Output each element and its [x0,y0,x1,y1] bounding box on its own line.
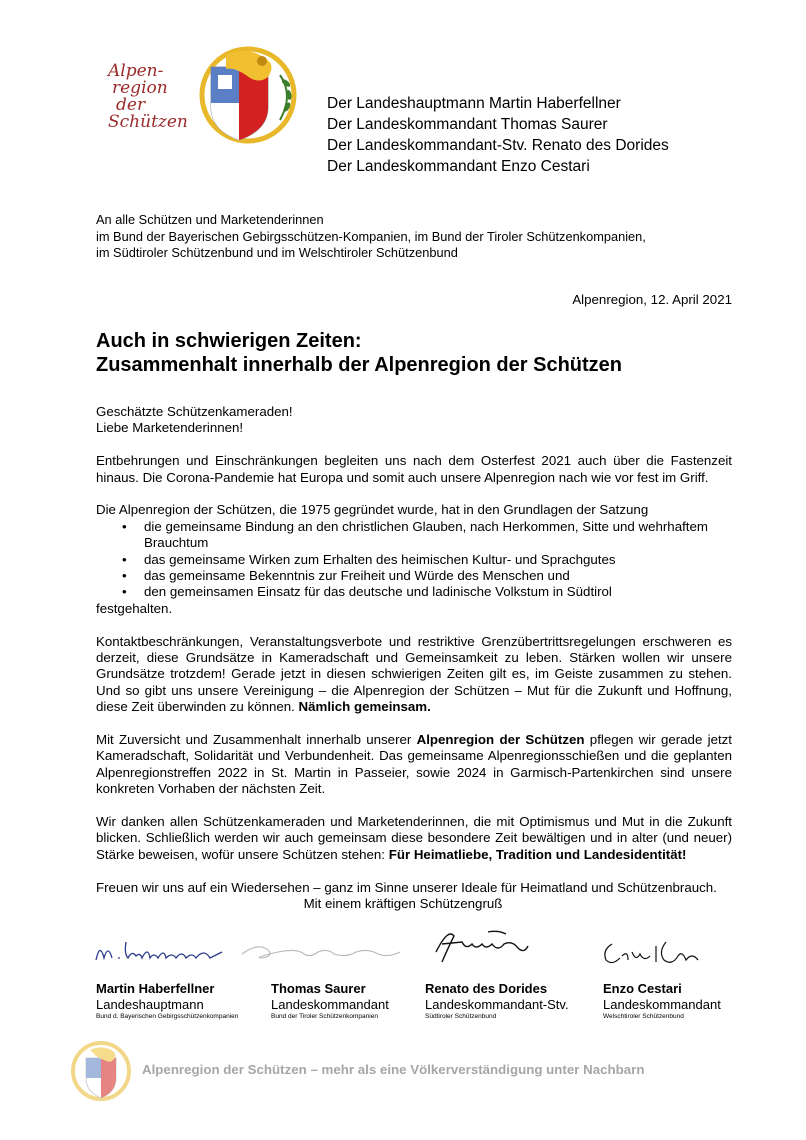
letter-body [96,404,732,912]
letter-date: Alpenregion, 12. April 2021 [572,292,732,307]
paragraph-2-outro: festgehalten. [96,600,173,616]
signer-org: Welschtiroler Schützenbund [603,1013,684,1020]
paragraph-2 [96,502,732,617]
logo-text-line-1: Alpen- [108,61,164,81]
paragraph-5-bold: Für Heimatliebe, Tradition und Landesidentität! [388,846,687,862]
list-item: • den gemeinsamen Einsatz für das deutsche und ladinische Volkstum in Südtirol [96,584,732,600]
signature-haberfellner [92,932,232,972]
signature-des-dorides [428,922,538,962]
header-line: Der Landeskommandant-Stv. Renato des Dorides [327,137,669,154]
paragraph-4-text-b: pflegen wir gerade jetzt Kameradschaft, Solidarität und Verbundenheit. Das gemeinsame Alpenregionsschießen und die geplanten Alpenregionstreffen 2022 in St. Martin in Passeier, sowie 2024 in Garmisch-Partenkirchen sind unsere konkreten Vorhaben der nächsten Zeit. [96,732,733,797]
signer-name: Martin Haberfellner [96,981,215,996]
paragraph-6: Freuen wir uns auf ein Wiedersehen – ganz im Sinne unserer Ideale für Heimatland und Schützenbrauch. [96,879,717,895]
salutation [96,404,732,437]
signature-cestari [598,932,708,972]
logo-text-line-3: der [116,95,146,115]
paragraph-5 [96,814,732,863]
recipient-line: im Bund der Bayerischen Gebirgsschützen-Kompanien, im Bund der Tiroler Schützenkompanien, [96,228,646,244]
title-line-2: Zusammenhalt innerhalb der Alpenregion der Schützen [96,354,623,376]
signer-1 [96,981,238,1022]
signer-name: Enzo Cestari [603,981,682,996]
logo-text-line-4: Schützen [108,112,188,132]
paragraph-4 [96,732,732,798]
signer-role: Landeshauptmann [96,996,204,1012]
paragraph-1: Entbehrungen und Einschränkungen begleiten uns nach dem Osterfest 2021 auch über die Fastenzeit hinaus. Die Corona-Pandemie hat Europa und somit auch unsere Alpenregion nach wie vor fest im Griff. [96,453,732,485]
header-line: Der Landeskommandant Thomas Saurer [327,116,608,133]
signer-role: Landeskommandant [271,996,389,1012]
signer-role: Landeskommandant [603,996,721,1012]
recipient-line: An alle Schützen und Marketenderinnen [96,212,324,227]
signer-name: Thomas Saurer [271,981,366,996]
paragraph-3-bold: Nämlich gemeinsam. [298,699,431,715]
signature-saurer [238,932,408,972]
alpenregion-logo [108,45,298,145]
salutation-line-1: Geschätzte Schützenkameraden! [96,404,293,419]
signer-3 [425,981,569,1022]
footer-slogan: Alpenregion der Schützen – mehr als eine Völkerverständigung unter Nachbarn [142,1062,645,1077]
footer-logo-icon [70,1040,132,1102]
recipient-line: im Südtiroler Schützenbund und im Welschtiroler Schützenbund [96,245,458,260]
list-item: • die gemeinsame Bindung an den christlichen Glauben, nach Herkommen, Sitte und wehrhaftem Brauchtum [96,519,732,552]
signer-org: Bund der Tiroler Schützenkompanien [271,1013,378,1020]
header-line: Der Landeskommandant Enzo Cestari [327,158,590,175]
signer-org: Bund d. Bayerischen Gebirgsschützenkompanien [96,1013,239,1020]
signer-org: Südtiroler Schützenbund [425,1013,497,1020]
salutation-line-2: Liebe Marketenderinnen! [96,420,244,436]
paragraph-2-intro: Die Alpenregion der Schützen, die 1975 gegründet wurde, hat in den Grundlagen der Satzung [96,502,649,518]
signer-role: Landeskommandant-Stv. [425,996,569,1012]
signer-name: Renato des Dorides [425,981,548,996]
signer-2 [271,981,389,1022]
paragraph-4-text-a: Mit Zuversicht und Zusammenhalt innerhalb unserer [96,732,412,748]
list-item: • das gemeinsame Bekenntnis zur Freiheit und Würde des Menschen und [96,568,732,584]
title-line-1: Auch in schwierigen Zeiten: [96,330,362,352]
paragraph-5-text: Wir danken allen Schützenkameraden und Marketenderinnen, die mit Optimismus und Mut in die Zukunft blicken. Schließlich werden wir auch gemeinsam diese besondere Zeit bewältigen und in alter (und neuer) Stärke beweisen, wofür unsere Schützen stehen: [96,814,732,862]
recipient-block [96,212,646,262]
paragraph-4-bold: Alpenregion der Schützen [416,732,585,748]
letterhead-names [327,93,669,177]
paragraph-3-text: Kontaktbeschränkungen, Veranstaltungsverbote und restriktive Grenzübertrittsregelungen erschweren es derzeit, diese Grundsätze in Kameradschaft und Gemeinsamkeit zu leben. Stärken wollen wir unsere Grundsätze trotzdem! Gerade jetzt in diesen schwierigen Zeiten gilt es, im Geiste zusammen zu stehen. Und so gibt uns unsere Vereinigung – die Alpenregion der Schützen – Mut für die Zukunft und Hoffnung, diese Zeit überwinden zu können. [96,633,732,715]
header-line: Der Landeshauptmann Martin Haberfellner [327,95,621,112]
letter-title [96,329,622,377]
signer-4 [603,981,721,1022]
closing-greeting: Mit einem kräftigen Schützengruß [303,896,503,911]
statute-list [96,519,732,601]
list-item: • das gemeinsame Wirken zum Erhalten des heimischen Kultur- und Sprachgutes [96,552,732,568]
paragraph-3 [96,634,732,716]
logo-text-line-2: region [112,78,168,98]
